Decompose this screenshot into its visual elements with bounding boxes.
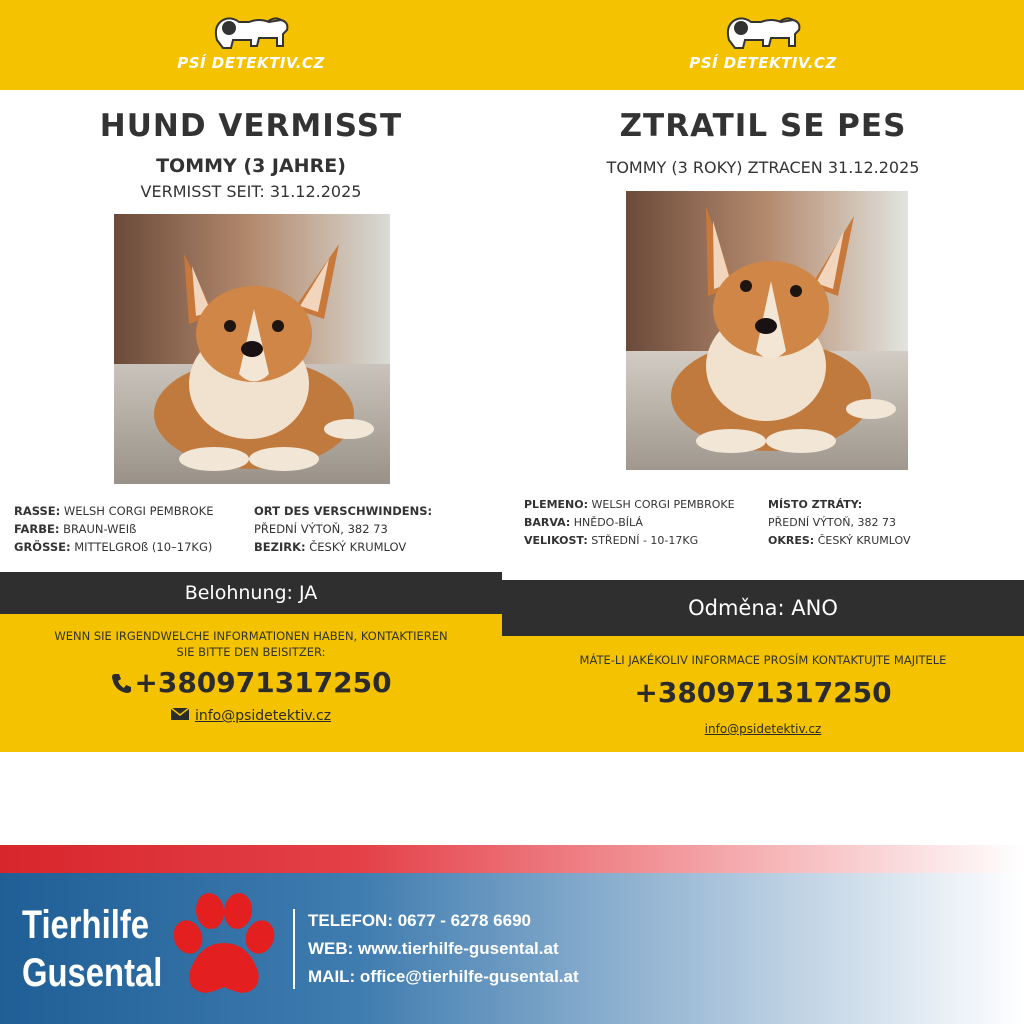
email-line[interactable] — [502, 722, 1024, 736]
footer-web[interactable]: WEB: www.tierhilfe-gusental.at — [308, 939, 559, 958]
contact-panel — [502, 636, 1024, 752]
footer-stripe — [0, 845, 1024, 873]
place-value: PŘEDNÍ VÝTOŇ, 382 73 — [254, 522, 388, 536]
poster-header — [0, 0, 502, 90]
reward-bar — [0, 572, 502, 614]
phone-number[interactable]: +380971317250 — [134, 666, 392, 699]
detail-color: FARBE: BRAUN-WEIß — [14, 522, 137, 536]
dog-details — [14, 502, 213, 556]
dog-photo — [626, 191, 908, 470]
footer-mail[interactable]: MAIL: office@tierhilfe-gusental.at — [308, 967, 579, 986]
poster-header — [502, 0, 1024, 90]
dog-logo-icon — [721, 10, 805, 52]
poster-title: HUND VERMISST — [99, 108, 403, 144]
footer-banner — [0, 845, 1024, 1024]
email-line[interactable] — [0, 708, 502, 724]
location-details — [254, 502, 432, 556]
reward-bar — [502, 580, 1024, 636]
dog-name-date: TOMMY (3 ROKY) ZTRACEN 31.12.2025 — [606, 158, 920, 177]
footer-divider — [293, 909, 295, 989]
email-link[interactable]: info@psidetektiv.cz — [194, 708, 332, 724]
org-name-line1: Tierhilfe — [22, 903, 149, 947]
place-label: MÍSTO ZTRÁTY: — [768, 498, 863, 511]
contact-text: MÁTE-LI JAKÉKOLIV INFORMACE PROSÍM KONTAKTUJTE MAJITELE — [579, 653, 947, 667]
district: OKRES: ČESKÝ KRUMLOV — [768, 534, 911, 547]
place-value: PŘEDNÍ VÝTOŇ, 382 73 — [768, 516, 896, 529]
contact-instructions — [502, 652, 1024, 668]
detail-size: GRÖSSE: MITTELGROß (10–17KG) — [14, 540, 213, 554]
contact-text-line1: WENN SIE IRGENDWELCHE INFORMATIONEN HABEN, KONTAKTIEREN — [54, 629, 448, 643]
detail-breed: PLEMENO: WELSH CORGI PEMBROKE — [524, 498, 735, 511]
location-details — [768, 496, 910, 550]
org-name-line2: Gusental — [22, 951, 163, 995]
reward-text: Belohnung: JA — [184, 582, 318, 604]
footer-telefon: TELEFON: 0677 - 6278 6690 — [308, 911, 532, 930]
reward-text: Odměna: ANO — [688, 596, 838, 620]
phone-icon — [110, 671, 134, 695]
dog-name: TOMMY (3 JAHRE) — [156, 155, 346, 177]
dog-logo-icon — [209, 10, 293, 52]
missing-date: VERMISST SEIT: 31.12.2025 — [140, 182, 362, 201]
brand-name: PSÍ DETEKTIV.CZ — [177, 54, 325, 72]
place-label: ORT DES VERSCHWINDENS: — [254, 504, 433, 518]
contact-text-line2: SIE BITTE DEN BEISITZER: — [176, 645, 326, 659]
detail-color: BARVA: HNĚDO-BÍLÁ — [524, 516, 643, 529]
paw-icon — [160, 887, 280, 1007]
phone-line[interactable] — [502, 676, 1024, 709]
envelope-icon — [171, 708, 189, 720]
phone-line[interactable] — [0, 666, 502, 699]
email-link[interactable]: info@psidetektiv.cz — [704, 722, 822, 736]
detail-size: VELIKOST: STŘEDNÍ - 10-17KG — [524, 534, 699, 547]
brand-name: PSÍ DETEKTIV.CZ — [689, 54, 837, 72]
poster-title: ZTRATIL SE PES — [619, 108, 907, 144]
district: BEZIRK: ČESKÝ KRUMLOV — [254, 540, 407, 554]
dog-photo — [114, 214, 390, 484]
poster-czech — [502, 0, 1024, 752]
detail-breed: RASSE: WELSH CORGI PEMBROKE — [14, 504, 214, 518]
poster-german — [0, 0, 502, 752]
phone-number[interactable]: +380971317250 — [634, 676, 892, 709]
contact-panel — [0, 614, 502, 752]
dog-details — [524, 496, 735, 550]
contact-instructions — [0, 628, 502, 660]
